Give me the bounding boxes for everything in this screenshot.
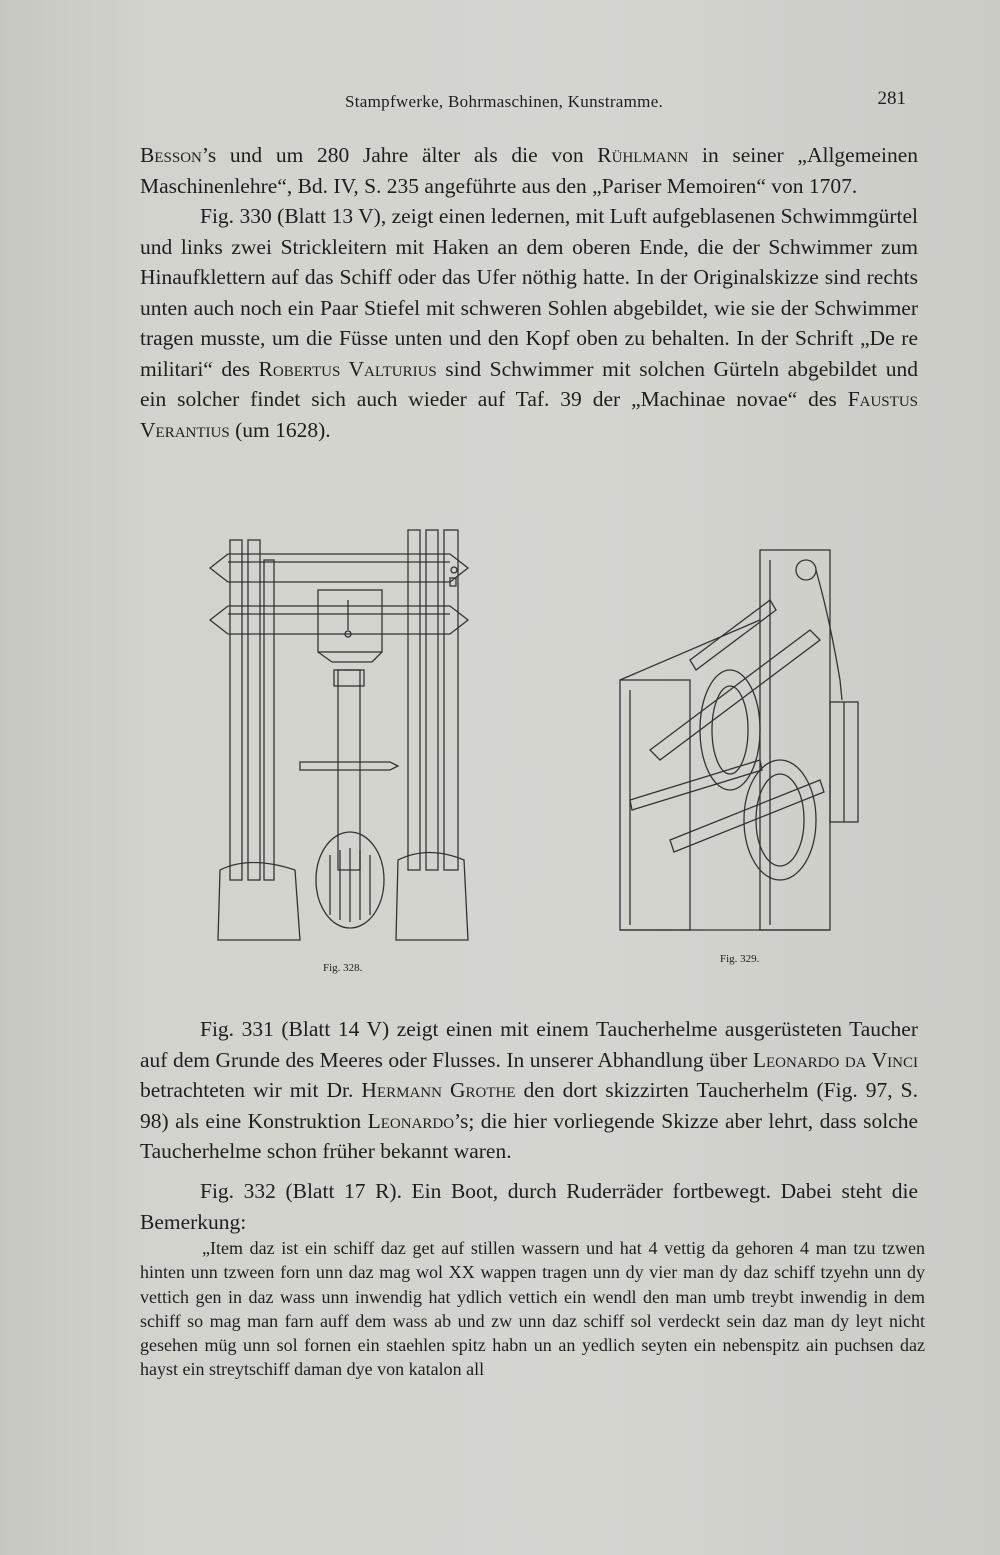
- small-caps-name: Leonardo da Vinci: [752, 1047, 918, 1072]
- text-segment: betrachteten wir mit Dr.: [140, 1078, 362, 1102]
- paragraph-fig-330: [140, 201, 918, 445]
- paragraph-besson: [140, 140, 918, 201]
- text-segment: ’s; die hier vorliegende Skizze aber lehrt, dass solche Taucherhelme schon früher bekannt waren.: [140, 1108, 918, 1163]
- text-segment: Fig. 330 (Blatt 13 V), zeigt einen ledernen, mit Luft aufgeblasenen Schwimmgürtel und links zwei Strickleitern mit Haken an dem oberen Ende, die der Schwimmer zum Hinaufklettern auf das Schiff oder das Ufer nöthig hatte. In der Originalskizze sind rechts unten auch noch ein Paar Stiefel mit schweren Sohlen abgebildet, wie sie der Schwimmer tragen musste, um die Füsse unten und den Kopf oben zu behalten. In der Schrift „De re militari“ des: [140, 204, 918, 381]
- paragraph-fig-332: [140, 1176, 918, 1237]
- small-caps-name: Leonardo: [367, 1108, 455, 1133]
- text-segment: ’s und um 280 Jahre älter als die von: [201, 143, 598, 167]
- text-segment: den dort skizzirten Taucherhelm (Fig. 97, S. 98) als eine Konstruktion: [140, 1078, 918, 1133]
- figure-328-caption: Fig. 328.: [323, 962, 363, 974]
- small-caps-name: Robertus Valturius: [258, 356, 437, 381]
- figure-329-pile-driver: [610, 540, 870, 950]
- text-segment: Fig. 331 (Blatt 14 V) zeigt einen mit einem Taucherhelme ausgerüsteten Taucher auf dem Grunde des Meeres oder Flusses. In unserer Abhandlung über: [140, 1017, 918, 1072]
- page-number: 281: [877, 88, 906, 109]
- figure-328-stamping-mill: [200, 520, 500, 950]
- small-caps-name: Besson: [140, 143, 202, 167]
- running-title: Stampfwerke, Bohrmaschinen, Kunstramme.: [345, 92, 664, 111]
- small-caps-name: Rühlmann: [597, 143, 689, 167]
- small-caps-name: Faustus Verantius: [140, 387, 918, 442]
- small-caps-name: Hermann Grothe: [361, 1078, 516, 1102]
- paragraph-fig-331: [140, 1014, 918, 1167]
- figure-329-caption: Fig. 329.: [720, 953, 760, 965]
- quotation-boat-note: „Item daz ist ein schiff daz get auf stillen wassern und hat 4 vettig da gehoren 4 man tzu tzwen hinten unn tzween forn unn daz mag wol XX wappen tragen unn dy vier man dy daz schiff tzyehn unn dy vettich gen in daz wass unn inwendig hat ydlich vettich ein wendl den man umb treybt inwendig in dem schiff so mag man farn auff dem wass ab und zw unn daz schiff sol verdeckt sein daz man dy leyt nicht gesehen müg unn sol fornen ein staehlen spitz habn un an yedlich seyten ein nebenspitz ain puchsen daz hayst ein streytschiff daman dye von katalon all: [140, 1238, 925, 1380]
- text-segment: Fig. 332 (Blatt 17 R). Ein Boot, durch Ruderräder fortbewegt. Dabei steht die Bemerkung:: [140, 1179, 918, 1234]
- text-segment: (um 1628).: [229, 417, 331, 442]
- text-segment: sind Schwimmer mit solchen Gürteln abgebildet und ein solcher findet sich auch wieder auf Taf. 39 der „Machinae novae“ des: [140, 356, 918, 411]
- page-header: [140, 88, 920, 118]
- text-segment: in seiner „Allgemeinen Maschinenlehre“, Bd. IV, S. 235 angeführte aus den „Pariser Memoiren“ von 1707.: [140, 143, 918, 198]
